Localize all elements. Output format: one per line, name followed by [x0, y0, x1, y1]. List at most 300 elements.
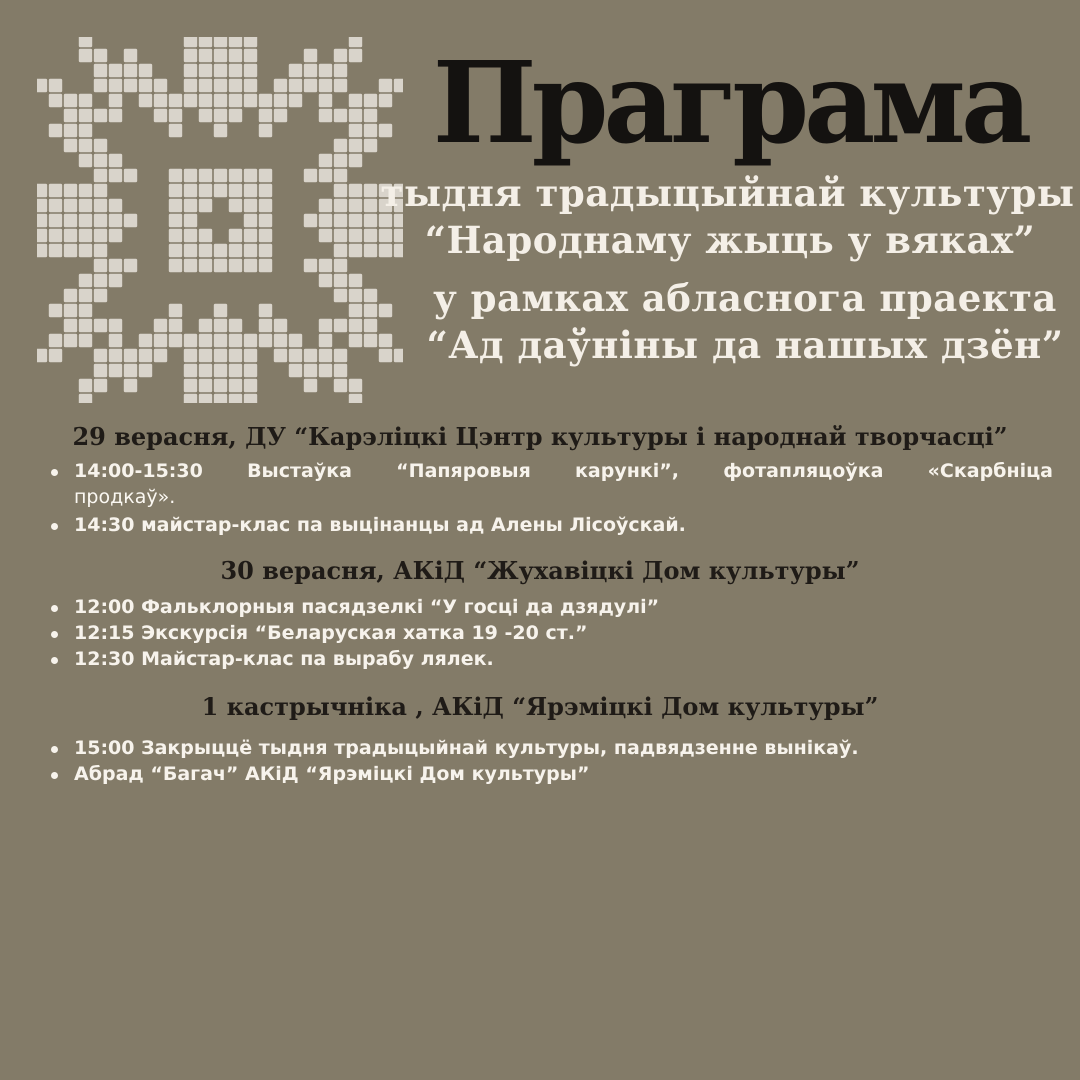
ornament-pixel	[244, 379, 257, 392]
ornament-pixel	[379, 244, 392, 257]
ornament-pixel	[229, 334, 242, 347]
ornament-pixel	[229, 49, 242, 62]
ornament-pixel	[79, 304, 92, 317]
list-item: 12:30 Майстар-клас па вырабу лялек.	[48, 646, 1053, 672]
ornament-pixel	[94, 79, 107, 92]
ornament-pixel	[289, 94, 302, 107]
ornament-pixel	[79, 394, 92, 403]
ornament-pixel	[229, 364, 242, 377]
ornament-pixel	[169, 244, 182, 257]
ornament-pixel	[94, 184, 107, 197]
ornament-pixel	[349, 334, 362, 347]
ornament-pixel	[184, 199, 197, 212]
ornament-pixel	[124, 64, 137, 77]
ornament-pixel	[169, 109, 182, 122]
ornament-pixel	[214, 109, 227, 122]
ornament-pixel	[124, 379, 137, 392]
day-heading: 29 верасня, ДУ “Карэліцкі Цэнтр культуры і народнай творчасці”	[72, 422, 1008, 451]
ornament-pixel	[319, 259, 332, 272]
ornament-pixel	[199, 319, 212, 332]
ornament-pixel	[229, 244, 242, 257]
ornament-pixel	[244, 184, 257, 197]
ornament-pixel	[259, 244, 272, 257]
ornament-pixel	[274, 334, 287, 347]
ornament-pixel	[244, 169, 257, 182]
ornament-pixel	[259, 319, 272, 332]
ornament-pixel	[49, 79, 62, 92]
ornament-pixel	[94, 244, 107, 257]
ornament-pixel	[64, 214, 77, 227]
ornament-pixel	[334, 349, 347, 362]
ornament-pixel	[199, 94, 212, 107]
ornament-pixel	[184, 49, 197, 62]
ornament-pixel	[79, 214, 92, 227]
ornament-pixel	[364, 334, 377, 347]
ornament-pixel	[334, 259, 347, 272]
ornament-pixel	[214, 259, 227, 272]
ornament-pixel	[214, 349, 227, 362]
ornament-pixel	[94, 169, 107, 182]
ornament-pixel	[94, 274, 107, 287]
ornament-pixel	[94, 229, 107, 242]
ornament-pixel	[229, 349, 242, 362]
ornament-pixel	[259, 304, 272, 317]
list-item-line: 14:00-15:30 Выстаўка “Папяровыя карункі”, фотапляцоўка «Скарбніца	[74, 460, 1053, 482]
ornament-pixel	[304, 64, 317, 77]
ornament-pixel	[94, 49, 107, 62]
ornament-pixel	[199, 394, 212, 403]
ornament-pixel	[214, 364, 227, 377]
ornament-pixel	[37, 79, 47, 92]
ornament-pixel	[319, 214, 332, 227]
ornament-pixel	[379, 79, 392, 92]
ornament-pixel	[214, 49, 227, 62]
ornament-pixel	[109, 79, 122, 92]
ornament-pixel	[94, 154, 107, 167]
ornament-pixel	[289, 349, 302, 362]
ornament-pixel	[94, 289, 107, 302]
ornament-pixel	[304, 49, 317, 62]
ornament-pixel	[169, 214, 182, 227]
list-item: 14:30 майстар-клас па выцінанцы ад Алены Лісоўскай.	[48, 512, 1053, 538]
ornament-pixel	[154, 79, 167, 92]
ornament-pixel	[79, 229, 92, 242]
list-item-line: продкаў».	[74, 486, 176, 508]
ornament-pixel	[154, 334, 167, 347]
ornament-pixel	[124, 214, 137, 227]
ornament-pixel	[349, 37, 362, 47]
day-heading: 30 верасня, АКіД “Жухавіцкі Дом культуры”	[220, 556, 860, 585]
ornament-pixel	[184, 79, 197, 92]
ornament-pixel	[37, 229, 47, 242]
ornament-pixel	[229, 109, 242, 122]
subtitle-line: тыдня традыцыйнай культуры	[380, 171, 1075, 215]
ornament-pixel	[94, 199, 107, 212]
ornament-pixel	[109, 214, 122, 227]
ornament-pixel	[334, 49, 347, 62]
ornament-pixel	[259, 214, 272, 227]
list-item	[48, 458, 1053, 510]
ornament-pixel	[64, 184, 77, 197]
ornament-pixel	[349, 199, 362, 212]
ornament-pixel	[334, 64, 347, 77]
ornament-pixel	[109, 349, 122, 362]
ornament-pixel	[244, 259, 257, 272]
ornament-pixel	[94, 349, 107, 362]
ornament-pixel	[199, 364, 212, 377]
ornament-pixel	[304, 169, 317, 182]
ornament-pixel	[199, 79, 212, 92]
ornament-pixel	[259, 169, 272, 182]
ornament-pixel	[154, 109, 167, 122]
ornament-pixel	[244, 349, 257, 362]
ornament-pixel	[229, 37, 242, 47]
ornament-pixel	[49, 199, 62, 212]
ornament-pixel	[184, 334, 197, 347]
ornament-pixel	[184, 64, 197, 77]
ornament-pixel	[229, 394, 242, 403]
ornament-pixel	[319, 94, 332, 107]
ornament-pixel	[244, 229, 257, 242]
ornament-pixel	[169, 169, 182, 182]
ornament-pixel	[37, 184, 47, 197]
ornament-pixel	[334, 229, 347, 242]
ornament-pixel	[349, 94, 362, 107]
ornament-pixel	[79, 37, 92, 47]
list-item: 15:00 Закрыццё тыдня традыцыйнай культуры, падвядзенне вынікаў.	[48, 735, 1053, 761]
ornament-pixel	[154, 349, 167, 362]
ornament-pixel	[274, 79, 287, 92]
ornament-pixel	[49, 214, 62, 227]
ornament-pixel	[94, 109, 107, 122]
ornament-pixel	[199, 199, 212, 212]
ornament-pixel	[124, 169, 137, 182]
ornament-pixel	[199, 169, 212, 182]
ornament-pixel	[244, 199, 257, 212]
ornament-pixel	[184, 94, 197, 107]
ornament-pixel	[124, 364, 137, 377]
ornament-pixel	[109, 109, 122, 122]
event-list	[48, 735, 1053, 787]
ornament-pixel	[244, 364, 257, 377]
ornament-pixel	[199, 379, 212, 392]
event-list	[48, 458, 1053, 538]
ornament-pixel	[169, 259, 182, 272]
ornament-pixel	[364, 139, 377, 152]
ornament-pixel	[274, 94, 287, 107]
ornament-pixel	[109, 154, 122, 167]
list-item: Абрад “Багач” АКіД “Ярэміцкі Дом культуры”	[48, 761, 1053, 787]
ornament-pixel	[394, 79, 403, 92]
ornament-pixel	[79, 334, 92, 347]
ornament-pixel	[124, 79, 137, 92]
ornament-pixel	[169, 334, 182, 347]
ornament-pixel	[94, 319, 107, 332]
ornament-pixel	[214, 37, 227, 47]
ornament-pixel	[214, 184, 227, 197]
ornament-pixel	[139, 364, 152, 377]
ornament-pixel	[244, 244, 257, 257]
ornament-pixel	[274, 109, 287, 122]
ornament-pixel	[394, 349, 403, 362]
ornament-pixel	[184, 37, 197, 47]
ornament-pixel	[214, 379, 227, 392]
ornament-pixel	[319, 334, 332, 347]
ornament-pixel	[379, 124, 392, 137]
ornament-pixel	[124, 259, 137, 272]
ornament-pixel	[94, 214, 107, 227]
ornament-pixel	[244, 334, 257, 347]
ornament-pixel	[349, 274, 362, 287]
ornament-pixel	[199, 244, 212, 257]
ornament-pixel	[94, 379, 107, 392]
ornament-pixel	[37, 349, 47, 362]
ornament-pixel	[109, 64, 122, 77]
ornament-pixel	[319, 79, 332, 92]
ornament-pixel	[349, 109, 362, 122]
ornament-pixel	[349, 304, 362, 317]
ornament-pixel	[79, 319, 92, 332]
ornament-pixel	[244, 94, 257, 107]
ornament-pixel	[229, 79, 242, 92]
ornament-pixel	[319, 274, 332, 287]
ornament-pixel	[349, 244, 362, 257]
ornament-pixel	[259, 334, 272, 347]
ornament-pixel	[79, 154, 92, 167]
ornament-pixel	[304, 259, 317, 272]
ornament-pixel	[199, 109, 212, 122]
ornament-pixel	[109, 94, 122, 107]
ornament-pixel	[199, 334, 212, 347]
ornament-pixel	[94, 259, 107, 272]
ornament-pixel	[394, 229, 403, 242]
ornament-pixel	[214, 304, 227, 317]
ornament-pixel	[94, 364, 107, 377]
ornament-pixel	[394, 244, 403, 257]
ornament-pixel	[289, 364, 302, 377]
ornament-pixel	[199, 229, 212, 242]
ornament-pixel	[214, 244, 227, 257]
list-item: 12:15 Экскурсія “Беларуская хатка 19 -20 ст.”	[48, 620, 1053, 646]
ornament-pixel	[184, 364, 197, 377]
ornament-pixel	[184, 169, 197, 182]
ornament-pixel	[364, 319, 377, 332]
ornament-pixel	[334, 274, 347, 287]
ornament-pixel	[379, 334, 392, 347]
ornament-pixel	[79, 199, 92, 212]
ornament-pixel	[169, 94, 182, 107]
ornament-pixel	[319, 319, 332, 332]
ornament-pixel	[94, 139, 107, 152]
ornament-pixel	[139, 79, 152, 92]
ornament-pixel	[109, 319, 122, 332]
ornament-pixel	[139, 64, 152, 77]
ornament-pixel	[379, 229, 392, 242]
ornament-pixel	[244, 37, 257, 47]
ornament-pixel	[214, 394, 227, 403]
ornament-pixel	[244, 214, 257, 227]
ornament-pixel	[259, 229, 272, 242]
belarusian-star-ornament-icon	[37, 37, 403, 403]
ornament-pixel	[229, 319, 242, 332]
ornament-pixel	[64, 334, 77, 347]
ornament-pixel	[109, 229, 122, 242]
ornament-pixel	[259, 124, 272, 137]
ornament-pixel	[109, 364, 122, 377]
ornament-pixel	[199, 259, 212, 272]
ornament-pixel	[259, 94, 272, 107]
ornament-pixel	[259, 259, 272, 272]
ornament-pixel	[79, 124, 92, 137]
ornament-pixel	[64, 199, 77, 212]
ornament-pixel	[319, 64, 332, 77]
ornament-pixel	[79, 139, 92, 152]
ornament-pixel	[184, 349, 197, 362]
ornament-pixel	[304, 349, 317, 362]
ornament-pixel	[169, 304, 182, 317]
ornament-pixel	[64, 304, 77, 317]
ornament-pixel	[184, 214, 197, 227]
ornament-pixel	[49, 334, 62, 347]
ornament-pixel	[364, 109, 377, 122]
ornament-pixel	[214, 124, 227, 137]
ornament-pixel	[49, 244, 62, 257]
ornament-pixel	[94, 64, 107, 77]
ornament-pixel	[169, 184, 182, 197]
ornament-pixel	[334, 109, 347, 122]
ornament-pixel	[229, 229, 242, 242]
ornament-pixel	[319, 349, 332, 362]
ornament-pixel	[259, 109, 272, 122]
ornament-pixel	[199, 49, 212, 62]
page-title: Праграма	[432, 36, 1028, 169]
ornament-pixel	[244, 79, 257, 92]
ornament-pixel	[334, 184, 347, 197]
ornament-pixel	[334, 199, 347, 212]
ornament-pixel	[334, 289, 347, 302]
ornament-pixel	[334, 379, 347, 392]
ornament-pixel	[37, 214, 47, 227]
ornament-pixel	[364, 289, 377, 302]
ornament-pixel	[214, 94, 227, 107]
ornament-pixel	[184, 259, 197, 272]
ornament-pixel	[379, 304, 392, 317]
ornament-pixel	[334, 319, 347, 332]
ornament-pixel	[184, 184, 197, 197]
ornament-pixel	[334, 244, 347, 257]
ornament-pixel	[169, 124, 182, 137]
ornament-pixel	[109, 259, 122, 272]
ornament-pixel	[364, 229, 377, 242]
ornament-pixel	[64, 244, 77, 257]
ornament-pixel	[304, 379, 317, 392]
ornament-pixel	[154, 319, 167, 332]
ornament-pixel	[49, 184, 62, 197]
ornament-pixel	[349, 394, 362, 403]
ornament-pixel	[214, 319, 227, 332]
ornament-pixel	[319, 229, 332, 242]
ornament-pixel	[79, 274, 92, 287]
ornament-pixel	[349, 379, 362, 392]
ornament-pixel	[169, 229, 182, 242]
ornament-pixel	[229, 184, 242, 197]
ornament-pixel	[124, 49, 137, 62]
ornament-pixel	[214, 169, 227, 182]
subtitle-line: “Ад даўніны да нашых дзён”	[426, 323, 1064, 367]
ornament-pixel	[49, 349, 62, 362]
ornament-pixel	[244, 49, 257, 62]
ornament-pixel	[64, 94, 77, 107]
list-item: 12:00 Фальклорныя пасядзелкі “У госці да дзядулі”	[48, 594, 1053, 620]
ornament-pixel	[274, 349, 287, 362]
ornament-pixel	[79, 94, 92, 107]
ornament-pixel	[334, 79, 347, 92]
ornament-pixel	[349, 214, 362, 227]
ornament-pixel	[244, 394, 257, 403]
ornament-pixel	[364, 304, 377, 317]
ornament-pixel	[319, 109, 332, 122]
ornament-pixel	[154, 94, 167, 107]
ornament-pixel	[349, 154, 362, 167]
ornament-pixel	[37, 244, 47, 257]
ornament-pixel	[64, 289, 77, 302]
subtitle-line: у рамках абласнога праекта	[433, 276, 1057, 320]
ornament-pixel	[229, 199, 242, 212]
ornament-pixel	[364, 244, 377, 257]
ornament-pixel	[184, 394, 197, 403]
ornament-pixel	[64, 139, 77, 152]
ornament-pixel	[289, 79, 302, 92]
ornament-pixel	[49, 229, 62, 242]
ornament-pixel	[229, 259, 242, 272]
ornament-pixel	[319, 169, 332, 182]
ornament-pixel	[349, 319, 362, 332]
ornament-pixel	[274, 319, 287, 332]
ornament-pixel	[169, 319, 182, 332]
ornament-pixel	[139, 94, 152, 107]
ornament-pixel	[319, 154, 332, 167]
ornament-pixel	[379, 349, 392, 362]
ornament-pixel	[304, 214, 317, 227]
ornament-pixel	[349, 139, 362, 152]
ornament-pixel	[124, 349, 137, 362]
ornament-pixel	[79, 379, 92, 392]
ornament-pixel	[214, 64, 227, 77]
ornament-pixel	[199, 64, 212, 77]
ornament-pixel	[319, 364, 332, 377]
ornament-pixel	[184, 379, 197, 392]
ornament-pixel	[229, 64, 242, 77]
ornament-pixel	[79, 289, 92, 302]
ornament-pixel	[334, 364, 347, 377]
ornament-pixel	[259, 199, 272, 212]
ornament-pixel	[109, 169, 122, 182]
ornament-pixel	[79, 49, 92, 62]
ornament-pixel	[64, 229, 77, 242]
ornament-pixel	[199, 184, 212, 197]
ornament-pixel	[334, 139, 347, 152]
ornament-pixel	[49, 304, 62, 317]
ornament-pixel	[109, 274, 122, 287]
ornament-pixel	[109, 199, 122, 212]
ornament-pixel	[49, 124, 62, 137]
ornament-pixel	[319, 199, 332, 212]
ornament-pixel	[229, 94, 242, 107]
ornament-pixel	[289, 334, 302, 347]
ornament-pixel	[184, 244, 197, 257]
ornament-pixel	[244, 64, 257, 77]
ornament-pixel	[64, 124, 77, 137]
